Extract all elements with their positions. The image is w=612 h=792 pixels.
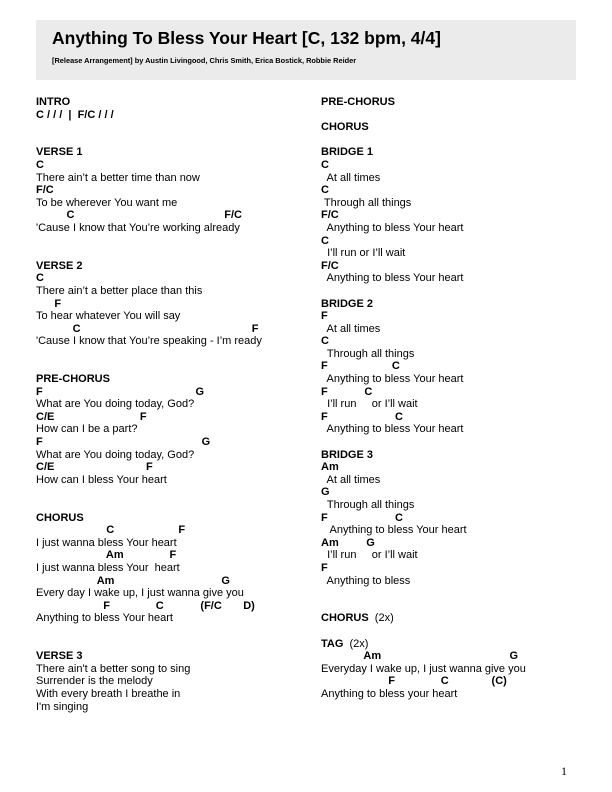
chord-line: F C [321,410,403,423]
lyric-line: There ain’t a better place than this [36,284,203,297]
section-label: INTRO [36,96,71,108]
section-heading [36,373,306,386]
blank-line [36,499,306,512]
lyric-line: Anything to bless Your heart [321,373,464,386]
chord-line: C F [36,524,186,537]
lyric-line: Anything to bless Your heart [321,524,467,537]
chord-line: F/C [321,209,339,222]
lyric-line: Anything to bless Your heart [321,423,464,436]
repeat-note: (2x) [368,612,394,625]
chord-line: C [36,272,44,285]
lyric-line: Every day I wake up, I just wanna give you [36,587,244,600]
chord-line: F G [36,385,205,398]
song-credits: [Release Arrangement] by Austin Livingood, Chris Smith, Erica Bostick, Robbie Reider [52,56,357,65]
chord-line: F C [321,385,373,398]
chord-line: Am G [36,574,230,587]
lyric-line: How can I be a part? [36,423,138,436]
lyric-line: To hear whatever You will say [36,310,181,323]
lyric-line: Through all things [321,196,412,209]
chord-line: F C (C) [321,675,507,688]
section-heading [36,260,306,273]
section-heading [321,298,591,311]
chord-line: C [321,184,329,197]
section-heading [321,121,591,134]
chord-line: F C [321,511,403,524]
section-heading [321,612,591,625]
chord-line: F [36,297,62,310]
chord-line: C [321,335,329,348]
lyric-line: What are You doing today, God? [36,398,195,411]
chord-line: C/E F [36,461,153,474]
section-heading [321,638,591,651]
lyric-line: With every breath I breathe in [36,687,181,700]
section-heading [36,146,306,159]
blank-line [321,625,591,638]
chord-line: Am [321,461,339,474]
lyric-line: I'm singing [36,700,89,713]
blank-line [321,587,591,600]
lyric-line: Anything to bless [321,574,411,587]
chord-line: C F [36,322,259,335]
section-label: VERSE 1 [36,146,83,159]
chord-line: F/C [36,184,54,197]
section-heading [321,96,591,109]
lyric-line: Everyday I wake up, I just wanna give you [321,662,526,675]
blank-line [36,625,306,638]
repeat-note: (2x) [343,637,369,650]
blank-line [321,285,591,298]
section-label: TAG [321,637,344,650]
blank-line [321,600,591,613]
blank-line [36,486,306,499]
chord-line: F C (F/C D) [36,599,255,612]
song-header [36,20,576,80]
chord-line: G [321,486,330,499]
blank-line [36,247,306,260]
section-label: CHORUS [321,121,369,134]
chord-line: F/C [321,259,339,272]
blank-line [36,638,306,651]
chord-line: Am F [36,549,177,562]
song-title: Anything To Bless Your Heart [C, 132 bpm, 4/4] [52,28,441,48]
lyric-line: I’ll run or I’ll wait [321,398,418,411]
chord-line: C / / / | F/C / / / [36,108,114,121]
chord-line: Am G [321,650,519,663]
lyric-line: Through all things [321,499,415,511]
lyric-line: How can I bless Your heart [36,473,167,486]
chord-line: C/E F [36,410,147,423]
section-label: CHORUS [36,511,84,524]
chord-line: C [36,158,44,171]
lyric-line: There ain't a better song to sing [36,662,191,675]
blank-line [321,134,591,147]
section-label: VERSE 3 [36,650,83,663]
lyric-line: To be wherever You want me [36,196,178,209]
lyric-line: At all times [321,473,381,486]
section-label: BRIDGE 2 [321,297,373,310]
section-label: BRIDGE 3 [321,448,373,461]
section-label: PRE-CHORUS [321,96,395,108]
lyric-line: I just wanna bless Your heart [36,561,180,574]
blank-line [321,436,591,449]
right-column [321,96,591,701]
section-label: VERSE 2 [36,259,83,272]
lyric-line: Anything to bless Your heart [36,612,173,625]
lyric-line: What are You doing today, God? [36,448,195,461]
chord-line: F G [36,436,211,449]
lyric-line: Anything to bless your heart [321,687,458,700]
blank-line [36,134,306,147]
lyric-line: Through all things [321,347,415,360]
left-column [36,96,306,713]
blank-line [36,235,306,248]
lyric-line: Anything to bless Your heart [321,272,464,285]
lyric-line: I’ll run or I’ll wait [321,549,418,562]
page-number: 1 [561,764,567,778]
lyric-line: I just wanna bless Your heart [36,536,177,549]
chord-line: F C [321,360,400,373]
lyric-line: Surrender is the melody [36,675,153,688]
chord-line: C F/C [36,209,242,222]
lyric-line: 'Cause I know that You’re working already [36,221,240,234]
chord-line: Am G [321,536,375,549]
section-heading [36,512,306,525]
blank-line [36,121,306,134]
lyric-line: I’ll run or I’ll wait [321,247,406,260]
lyric-line: At all times [321,171,381,184]
section-label: BRIDGE 1 [321,146,373,159]
blank-line [321,109,591,122]
lyric-line: There ain’t a better time than now [36,171,200,184]
lyric-line: At all times [321,322,381,335]
section-label: PRE-CHORUS [36,373,110,386]
blank-line [36,348,306,361]
chord-line: F [321,310,328,323]
lyric-line: Anything to bless Your heart [321,221,464,234]
section-heading [36,96,306,109]
lyric-line: 'Cause I know that You’re speaking - I’m ready [36,335,262,348]
section-heading [321,449,591,462]
chord-line: C [321,158,329,171]
section-label: CHORUS [321,612,369,625]
section-heading [321,146,591,159]
chord-line: F [321,561,328,574]
chord-line: C [321,234,329,247]
section-heading [36,650,306,663]
blank-line [36,360,306,373]
